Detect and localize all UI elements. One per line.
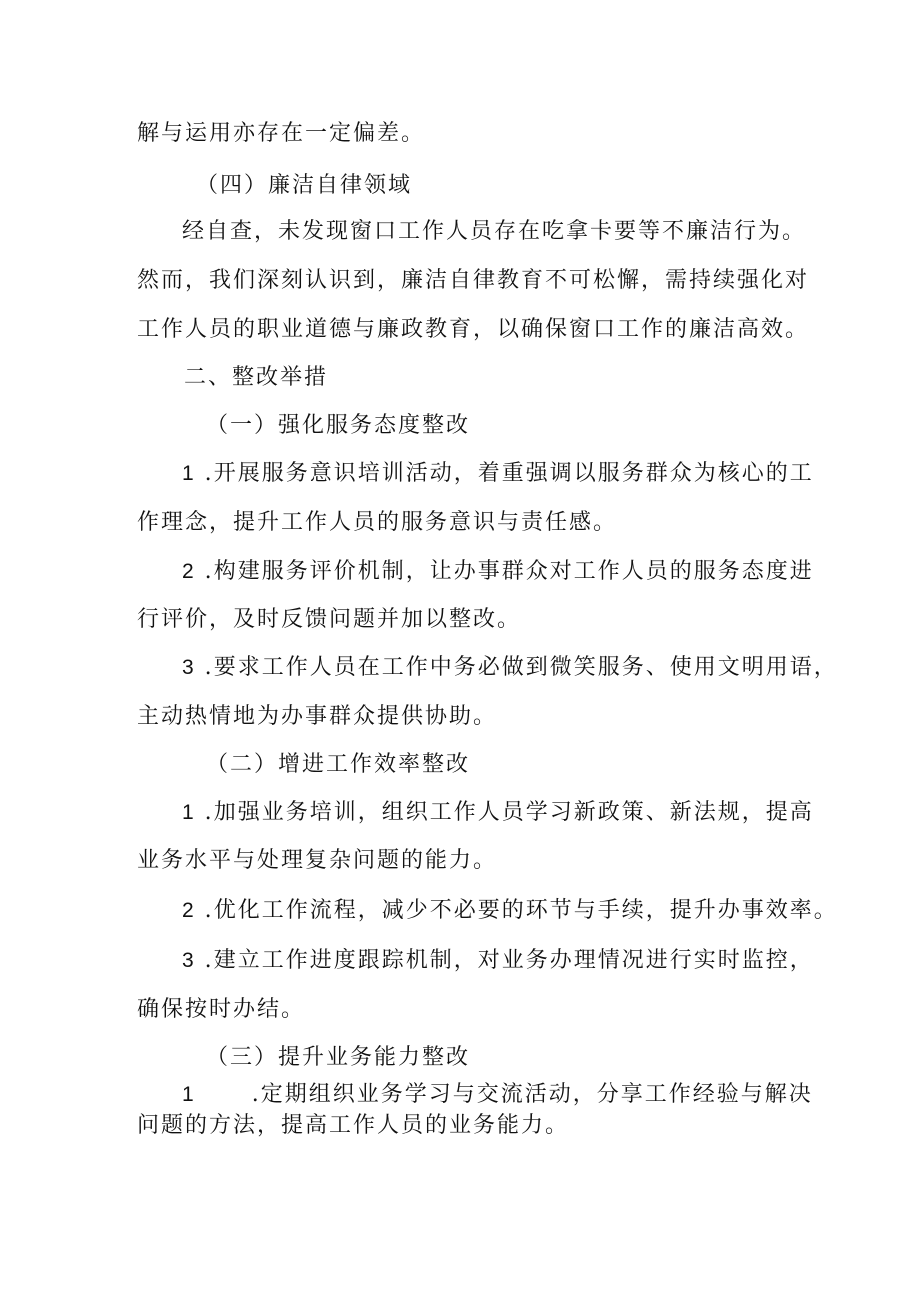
- list-item-line: 3 .要求工作人员在工作中务必做到微笑服务、使用文明用语，: [182, 655, 838, 680]
- list-item-line: 3 .建立工作进度跟踪机制，对业务办理情况进行实时监控，: [182, 948, 814, 973]
- list-item-line: 1 .加强业务培训，组织工作人员学习新政策、新法规，提高: [182, 800, 814, 825]
- list-text: 建立工作进度跟踪机制，对业务办理情况进行实时监控，: [213, 948, 814, 973]
- list-number: 1: [182, 801, 196, 824]
- paragraph-line: 问题的方法，提高工作人员的业务能力。: [137, 1113, 570, 1138]
- list-text: 加强业务培训，组织工作人员学习新政策、新法规，提高: [213, 800, 814, 825]
- list-number: 3: [182, 656, 196, 679]
- section-heading: 二、整改举措: [184, 365, 329, 390]
- list-number: 2: [182, 560, 196, 583]
- paragraph-line: 确保按时办结。: [137, 997, 306, 1022]
- list-item-line: 2 .构建服务评价机制，让办事群众对工作人员的服务态度进: [182, 559, 814, 584]
- paragraph-line: 经自查，未发现窗口工作人员存在吃拿卡要等不廉洁行为。: [182, 219, 807, 244]
- list-text: 开展服务意识培训活动，着重强调以服务群众为核心的工: [213, 461, 814, 486]
- paragraph-line: 行评价，及时反馈问题并加以整改。: [137, 607, 522, 632]
- subsection-heading: （一）强化服务态度整改: [206, 413, 471, 438]
- subsection-heading: （三）提升业务能力整改: [206, 1045, 471, 1070]
- list-number: 3: [182, 949, 196, 972]
- list-text: 要求工作人员在工作中务必做到微笑服务、使用文明用语，: [213, 655, 838, 680]
- paragraph-line: 业务水平与处理复杂问题的能力。: [137, 848, 498, 873]
- list-number: 1: [182, 1083, 196, 1106]
- list-text: 定期组织业务学习与交流活动，分享工作经验与解决: [260, 1082, 813, 1107]
- list-number: 2: [182, 899, 196, 922]
- paragraph-line: 工作人员的职业道德与廉政教育，以确保窗口工作的廉洁高效。: [137, 317, 810, 342]
- list-item-line: 1 .开展服务意识培训活动，着重强调以服务群众为核心的工: [182, 461, 814, 486]
- list-number: 1: [182, 462, 196, 485]
- list-item-line: 2 .优化工作流程，减少不必要的环节与手续，提升办事效率。: [182, 898, 838, 923]
- paragraph-line: 主动热情地为办事群众提供协助。: [137, 704, 498, 729]
- paragraph-line: 然而，我们深刻认识到，廉洁自律教育不可松懈，需持续强化对: [137, 268, 810, 293]
- list-item-line: 1 .定期组织业务学习与交流活动，分享工作经验与解决: [182, 1082, 813, 1107]
- paragraph-line: 作理念，提升工作人员的服务意识与责任感。: [137, 510, 618, 535]
- list-text: 构建服务评价机制，让办事群众对工作人员的服务态度进: [213, 559, 814, 584]
- subsection-heading: （二）增进工作效率整改: [206, 752, 471, 777]
- paragraph-line: 解与运用亦存在一定偏差。: [137, 121, 426, 146]
- list-text: 优化工作流程，减少不必要的环节与手续，提升办事效率。: [213, 898, 838, 923]
- section-heading: （四）廉洁自律领域: [196, 173, 413, 198]
